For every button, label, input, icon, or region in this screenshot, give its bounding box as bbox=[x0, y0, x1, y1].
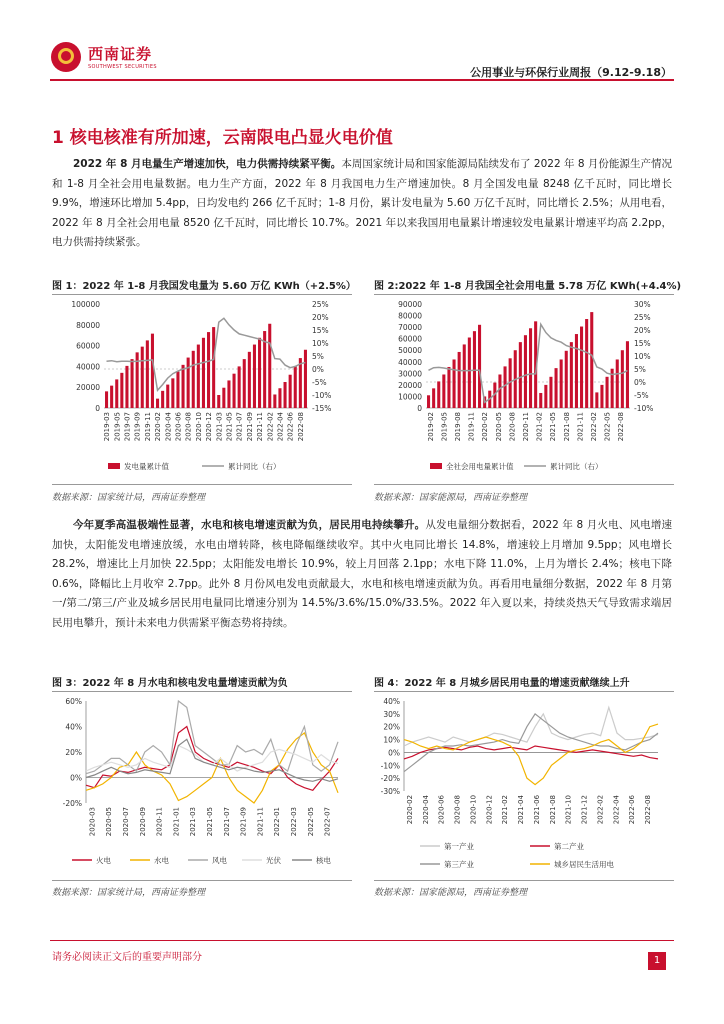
bar-12 bbox=[161, 391, 164, 408]
left-tick-label: 0 bbox=[95, 404, 100, 413]
x-tick-label: 2020-12 bbox=[205, 412, 214, 442]
bar-18 bbox=[192, 351, 195, 408]
x-tick-label: 2020-10 bbox=[469, 794, 478, 825]
x-tick-label: 2022-08 bbox=[644, 795, 653, 825]
fig4-bottom-rule bbox=[374, 880, 674, 881]
bar-16 bbox=[182, 365, 185, 408]
left-tick-label: 100000 bbox=[71, 300, 100, 309]
bar-3 bbox=[115, 379, 118, 408]
bar-11 bbox=[156, 399, 159, 408]
left-tick-label: 50000 bbox=[398, 346, 422, 356]
x-tick-label: 2022-04 bbox=[612, 794, 621, 825]
bar-38 bbox=[616, 359, 619, 408]
right-tick-label: 25% bbox=[634, 313, 651, 322]
x-tick-label: 2022-02 bbox=[590, 412, 598, 442]
legend-label: 水电 bbox=[154, 856, 169, 865]
x-tick-label: 2021-04 bbox=[517, 795, 526, 825]
legend-label: 风电 bbox=[212, 856, 227, 865]
bar-34 bbox=[273, 394, 276, 408]
bar-9 bbox=[468, 338, 471, 408]
bar-39 bbox=[621, 350, 624, 408]
fig1-rule bbox=[52, 294, 352, 295]
bar-35 bbox=[600, 385, 603, 408]
x-tick-label: 2021-08 bbox=[548, 794, 557, 825]
bar-39 bbox=[299, 358, 302, 408]
right-tick-label: 15% bbox=[312, 326, 329, 335]
bar-10 bbox=[151, 334, 154, 408]
x-tick-label: 2022-06 bbox=[286, 412, 295, 442]
fig2-bottom-rule bbox=[374, 484, 674, 485]
x-tick-label: 2020-10 bbox=[194, 412, 203, 442]
x-tick-label: 2020-08 bbox=[453, 795, 462, 825]
paragraph-1 bbox=[52, 155, 672, 253]
series-line-2 bbox=[86, 733, 338, 803]
bar-15 bbox=[176, 372, 179, 408]
x-tick-label: 2021-05 bbox=[225, 412, 234, 442]
x-tick-label: 2022-04 bbox=[276, 412, 285, 442]
bar-25 bbox=[549, 377, 552, 408]
fig1-source: 数据来源：国家统计局，西南证券整理 bbox=[52, 493, 206, 503]
bar-31 bbox=[580, 327, 583, 408]
x-tick-label: 2022-06 bbox=[628, 795, 637, 825]
y-tick-label: 40% bbox=[65, 722, 82, 732]
bar-5 bbox=[447, 367, 450, 408]
right-tick-label: 10% bbox=[634, 352, 651, 361]
x-tick-label: 2021-01 bbox=[172, 807, 181, 837]
legend-label: 第三产业 bbox=[444, 860, 474, 869]
bar-35 bbox=[278, 388, 281, 408]
bar-19 bbox=[197, 345, 200, 408]
right-tick-label: -10% bbox=[634, 404, 654, 413]
left-tick-label: 10000 bbox=[398, 392, 422, 402]
fig2-rule bbox=[374, 294, 674, 295]
fig3-chart bbox=[52, 693, 352, 878]
x-tick-label: 2022-02 bbox=[596, 794, 605, 825]
series-line-3 bbox=[404, 714, 658, 772]
x-tick-label: 2021-09 bbox=[239, 807, 248, 837]
legend-label: 光伏 bbox=[266, 856, 281, 865]
footer-disclaimer: 请务必阅读正文后的重要声明部分 bbox=[52, 952, 202, 963]
bar-23 bbox=[217, 395, 220, 408]
left-tick-label: 90000 bbox=[398, 300, 422, 309]
x-tick-label: 2019-07 bbox=[123, 412, 132, 442]
left-tick-label: 20000 bbox=[76, 383, 100, 393]
right-tick-label: 0% bbox=[634, 378, 646, 387]
y-tick-label: 40% bbox=[383, 697, 400, 706]
bar-32 bbox=[585, 319, 588, 408]
bar-5 bbox=[125, 366, 128, 408]
x-tick-label: 2020-03 bbox=[88, 807, 97, 837]
x-tick-label: 2021-05 bbox=[549, 412, 558, 442]
bar-6 bbox=[453, 359, 456, 408]
y-tick-label: -10% bbox=[380, 761, 400, 771]
x-tick-label: 2021-02 bbox=[535, 412, 544, 442]
bar-1 bbox=[427, 395, 430, 408]
x-tick-label: 2019-05 bbox=[113, 412, 122, 442]
x-tick-label: 2022-01 bbox=[273, 807, 282, 837]
right-tick-label: 5% bbox=[312, 352, 324, 361]
x-tick-label: 2020-05 bbox=[105, 807, 114, 837]
logo-subtext: SOUTHWEST SECURITIES bbox=[88, 64, 157, 70]
bar-23 bbox=[539, 393, 542, 408]
paragraph-1-lead: 2022 年 8 月电量生产增速加快，电力供需持续紧平衡。 bbox=[73, 158, 342, 170]
x-tick-label: 2022-03 bbox=[290, 807, 298, 837]
fig4-chart bbox=[374, 693, 674, 878]
right-tick-label: -10% bbox=[312, 391, 332, 400]
y-tick-label: 20% bbox=[383, 722, 400, 732]
bar-13 bbox=[166, 385, 169, 408]
x-tick-label: 2020-11 bbox=[522, 412, 530, 442]
x-tick-label: 2020-05 bbox=[494, 412, 503, 442]
fig3-source: 数据来源：国家统计局，西南证券整理 bbox=[52, 888, 206, 898]
x-tick-label: 2021-03 bbox=[215, 412, 224, 442]
left-tick-label: 40000 bbox=[398, 357, 422, 367]
x-tick-label: 2022-05 bbox=[603, 412, 612, 442]
bar-15 bbox=[498, 374, 501, 408]
bar-4 bbox=[442, 374, 445, 408]
y-tick-label: 10% bbox=[383, 735, 400, 745]
bar-36 bbox=[606, 377, 609, 408]
right-tick-label: 15% bbox=[634, 339, 651, 348]
x-tick-label: 2021-09 bbox=[245, 412, 254, 442]
x-tick-label: 2021-11 bbox=[256, 412, 265, 442]
fig1-chart bbox=[52, 296, 352, 481]
y-tick-label: 30% bbox=[383, 709, 400, 719]
header-divider bbox=[50, 79, 674, 81]
right-tick-label: 10% bbox=[312, 339, 329, 348]
x-tick-label: 2019-03 bbox=[103, 412, 112, 442]
bar-14 bbox=[171, 378, 174, 408]
bar-29 bbox=[248, 352, 251, 408]
x-tick-label: 2019-05 bbox=[440, 412, 449, 442]
paragraph-2 bbox=[52, 516, 672, 633]
legend-bar-swatch bbox=[430, 463, 442, 469]
left-tick-label: 60000 bbox=[398, 334, 422, 344]
left-tick-label: 80000 bbox=[76, 320, 100, 330]
series-line-5 bbox=[86, 739, 338, 781]
left-tick-label: 20000 bbox=[398, 380, 422, 390]
logo-text: 西南证券 bbox=[88, 45, 153, 63]
right-tick-label: 0% bbox=[312, 365, 324, 374]
y-tick-label: 60% bbox=[65, 697, 82, 706]
fig2-source: 数据来源：国家能源局，西南证券整理 bbox=[374, 493, 528, 503]
legend-label: 核电 bbox=[316, 856, 331, 865]
x-tick-label: 2019-09 bbox=[133, 412, 142, 442]
bar-21 bbox=[207, 332, 210, 408]
bar-27 bbox=[560, 359, 563, 408]
left-tick-label: 70000 bbox=[398, 323, 422, 333]
fig2-chart bbox=[374, 296, 674, 481]
bar-37 bbox=[289, 375, 292, 408]
y-tick-label: -20% bbox=[380, 774, 400, 784]
bar-16 bbox=[504, 366, 507, 408]
x-tick-label: 2020-04 bbox=[164, 412, 173, 442]
y-tick-label: 0% bbox=[388, 748, 400, 758]
x-tick-label: 2021-07 bbox=[222, 807, 231, 837]
right-tick-label: -15% bbox=[312, 404, 332, 413]
x-tick-label: 2019-11 bbox=[467, 412, 476, 442]
left-tick-label: 30000 bbox=[398, 369, 422, 379]
bar-6 bbox=[131, 359, 134, 408]
bar-2 bbox=[432, 388, 435, 408]
paragraph-2-body: 从发电量细分数据看，2022 年 8 月火电、风电增速加快，太阳能发电增速放缓，水电由增转降，核电降幅继续收窄。其中火电同比增长 14.8%，增速较上月增加 9.5pp；风电增长 28.2%，增速比上月加快 22.5pp；太阳能发电增长 10.9%，较上月回落 2.1pp；水电下降 11.0%，上月为增长 2.4%；核电下降 0.6%，降幅比上月收窄 2.7pp。此外 8 月份风电发电贡献最大，水电和核电增速贡献为负。再看用电量细分数据，2022 年 8 月第一/第二/第三/产业及城乡居民用电量同比增速分别为 14.5%/3.6%/15.0%/33.5%。2022 年入夏以来，持续炎热天气导致需求端居民用电攀升，预计未来电力供需紧平衡态势将持续。 bbox=[52, 519, 672, 629]
x-tick-label: 2019-02 bbox=[426, 412, 435, 442]
bar-30 bbox=[575, 334, 578, 408]
fig4-source: 数据来源：国家能源局，西南证券整理 bbox=[374, 888, 528, 898]
x-tick-label: 2020-07 bbox=[122, 807, 130, 837]
x-tick-label: 2022-08 bbox=[617, 412, 626, 442]
x-tick-label: 2021-07 bbox=[235, 412, 244, 442]
bar-25 bbox=[227, 380, 230, 408]
bar-21 bbox=[529, 328, 532, 408]
x-tick-label: 2021-11 bbox=[576, 412, 585, 442]
bar-8 bbox=[141, 347, 144, 408]
bar-34 bbox=[595, 392, 598, 408]
left-tick-label: 0 bbox=[417, 404, 422, 413]
bar-33 bbox=[268, 324, 271, 408]
x-tick-label: 2021-12 bbox=[580, 795, 589, 825]
legend-line-label: 累计同比（右） bbox=[550, 462, 603, 471]
footer-divider bbox=[50, 940, 674, 941]
x-tick-label: 2021-08 bbox=[562, 412, 571, 442]
left-tick-label: 80000 bbox=[398, 311, 422, 321]
bar-8 bbox=[463, 344, 466, 408]
x-tick-label: 2020-09 bbox=[138, 807, 147, 837]
x-tick-label: 2021-02 bbox=[501, 795, 510, 825]
x-tick-label: 2021-10 bbox=[564, 795, 573, 825]
fig3-rule bbox=[52, 691, 352, 692]
logo-ring bbox=[58, 48, 74, 64]
right-tick-label: 25% bbox=[312, 300, 329, 309]
x-tick-label: 2020-08 bbox=[184, 412, 193, 442]
y-tick-label: 20% bbox=[65, 748, 82, 757]
legend-bar-swatch bbox=[108, 463, 120, 469]
bar-11 bbox=[478, 325, 481, 408]
fig1-title: 图 1：2022 年 1-8 月我国发电量为 5.60 万亿 KWh（+2.5%） bbox=[52, 281, 356, 292]
bar-36 bbox=[284, 382, 287, 408]
legend-label: 第二产业 bbox=[554, 842, 584, 851]
x-tick-label: 2021-06 bbox=[532, 794, 541, 825]
bar-40 bbox=[304, 350, 307, 408]
x-tick-label: 2020-04 bbox=[421, 794, 430, 825]
x-tick-label: 2022-05 bbox=[306, 807, 315, 837]
x-tick-label: 2019-08 bbox=[454, 412, 462, 442]
x-tick-label: 2020-11 bbox=[155, 807, 164, 837]
paragraph-2-lead: 今年夏季高温极端性显著，水电和核电增速贡献为负，居民用电持续攀升。 bbox=[73, 519, 426, 531]
fig4-rule bbox=[374, 691, 674, 692]
bar-1 bbox=[105, 391, 108, 408]
left-tick-label: 60000 bbox=[76, 341, 100, 351]
x-tick-label: 2021-03 bbox=[189, 807, 198, 837]
legend-line-label: 累计同比（右） bbox=[228, 462, 281, 471]
x-tick-label: 2020-02 bbox=[154, 412, 163, 442]
x-tick-label: 2019-11 bbox=[143, 412, 152, 442]
bar-17 bbox=[187, 358, 190, 408]
x-tick-label: 2020-06 bbox=[437, 795, 446, 825]
right-tick-label: 30% bbox=[634, 300, 651, 309]
x-tick-label: 2020-02 bbox=[481, 412, 490, 442]
right-tick-label: 5% bbox=[634, 365, 646, 374]
x-tick-label: 2020-02 bbox=[405, 794, 414, 825]
bar-19 bbox=[519, 342, 522, 408]
legend-label: 第一产业 bbox=[444, 842, 474, 851]
bar-38 bbox=[294, 366, 297, 408]
bar-24 bbox=[222, 388, 225, 408]
series-line-1 bbox=[404, 707, 658, 746]
x-tick-label: 2022-08 bbox=[296, 412, 305, 442]
bar-28 bbox=[243, 359, 246, 408]
bar-31 bbox=[258, 338, 261, 408]
bar-20 bbox=[524, 335, 527, 408]
bar-7 bbox=[458, 352, 461, 408]
bar-40 bbox=[626, 341, 629, 408]
legend-label: 城乡居民生活用电 bbox=[554, 860, 614, 869]
x-tick-label: 2020-12 bbox=[485, 794, 494, 825]
bar-30 bbox=[253, 345, 256, 408]
bar-24 bbox=[544, 385, 547, 408]
x-tick-label: 2021-05 bbox=[206, 807, 214, 837]
legend-bar-label: 全社会用电量累计值 bbox=[446, 462, 514, 471]
x-tick-label: 2022-07 bbox=[323, 807, 332, 837]
bar-28 bbox=[565, 351, 568, 408]
bar-33 bbox=[590, 312, 593, 408]
right-tick-label: 20% bbox=[312, 313, 329, 322]
legend-bar-label: 发电量累计值 bbox=[124, 462, 169, 471]
fig1-bottom-rule bbox=[52, 484, 352, 485]
bar-26 bbox=[233, 374, 236, 408]
y-tick-label: 0% bbox=[70, 773, 82, 783]
fig4-title: 图 4：2022 年 8 月城乡居民用电量的增速贡献继续上升 bbox=[374, 678, 630, 689]
left-tick-label: 40000 bbox=[76, 362, 100, 372]
right-tick-label: 20% bbox=[634, 326, 651, 335]
bar-20 bbox=[202, 338, 205, 408]
x-tick-label: 2020-06 bbox=[174, 412, 183, 442]
bar-3 bbox=[437, 381, 440, 408]
report-title: 公用事业与环保行业周报（9.12-9.18） bbox=[470, 66, 672, 79]
fig3-bottom-rule bbox=[52, 880, 352, 881]
x-tick-label: 2020-08 bbox=[508, 412, 517, 442]
fig2-title: 图 2:2022 年 1-8 月我国全社会用电量 5.78 万亿 KWh(+4.4%) bbox=[374, 281, 682, 292]
y-tick-label: -30% bbox=[380, 787, 400, 796]
bar-4 bbox=[120, 373, 123, 408]
paragraph-1-body: 本周国家统计局和国家能源局陆续发布了 2022 年 8 月份能源生产情况和 1-8 月全社会用电量数据。电力生产方面，2022 年 8 月我国电力生产增速加快。8 月全国发电量 8248 亿千瓦时，同比增长 9.9%，增速环比增加 5.4pp，日均发电约 266 亿千瓦时；1-8 月份，累计发电量为 5.60 万亿千瓦时，同比增长 2.5%；从用电看，2022 年 8 月全社会用电量 8520 亿千瓦时，同比增长 10.7%。2021 年以来我国用电量累计增速较发电量累计增速平均高 2.2pp，电力供需持续紧张。 bbox=[52, 158, 672, 248]
x-tick-label: 2022-02 bbox=[266, 412, 275, 442]
right-tick-label: -5% bbox=[634, 391, 649, 400]
bar-27 bbox=[238, 366, 241, 408]
bar-2 bbox=[110, 386, 113, 408]
legend-label: 火电 bbox=[96, 856, 111, 865]
y-tick-label: -20% bbox=[62, 799, 82, 808]
bar-26 bbox=[555, 368, 558, 408]
section-title: 1 核电核准有所加速，云南限电凸显火电价值 bbox=[52, 128, 393, 148]
bar-22 bbox=[212, 327, 215, 408]
right-tick-label: -5% bbox=[312, 378, 327, 387]
bar-9 bbox=[146, 340, 149, 408]
fig3-title: 图 3：2022 年 8 月水电和核电发电量增速贡献为负 bbox=[52, 678, 288, 689]
page-number: 1 bbox=[648, 952, 666, 970]
x-tick-label: 2021-11 bbox=[256, 807, 265, 837]
bar-29 bbox=[570, 342, 573, 408]
